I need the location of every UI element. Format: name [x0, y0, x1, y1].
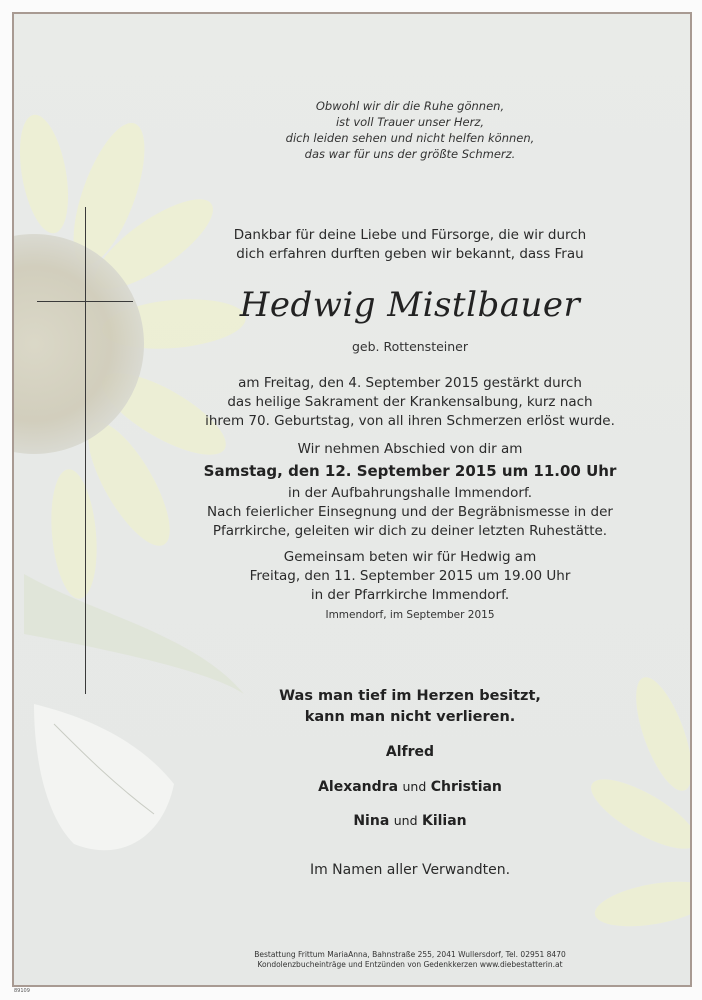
family-member: Nina	[353, 813, 390, 829]
poem-line: dich leiden sehen und nicht helfen können,	[285, 131, 535, 145]
family-line-3	[170, 811, 650, 831]
conjunction: und	[393, 813, 418, 828]
place-line: in der Aufbahrungshalle Immendorf.	[287, 485, 533, 501]
footer-line: Bestattung Frittum MariaAnna, Bahnstraße 255, 2041 Wullersdorf, Tel. 02951 8470	[254, 950, 566, 959]
family-member: Alfred	[385, 744, 435, 760]
family-member: Kilian	[421, 813, 467, 829]
passing-line: am Freitag, den 4. September 2015 gestärkt durch	[238, 375, 582, 391]
family-line-2	[170, 777, 650, 797]
prayer-line: Gemeinsam beten wir für Hedwig am	[283, 549, 537, 565]
intro-line: Dankbar für deine Liebe und Fürsorge, die wir durch	[233, 227, 587, 243]
family-member: Alexandra	[318, 779, 399, 795]
closing-text: Im Namen aller Verwandten.	[309, 862, 511, 878]
place-line: Nach feierlicher Einsegnung und der Begräbnismesse in der	[207, 504, 613, 520]
funeral-home-footer	[170, 950, 650, 970]
family-member: Christian	[430, 779, 502, 795]
poem-line: ist voll Trauer unser Herz,	[335, 115, 485, 129]
poem-line: das war für uns der größte Schmerz.	[304, 147, 516, 161]
ceremony-place-text	[170, 484, 650, 541]
intro-text	[170, 226, 650, 264]
poem	[170, 98, 650, 162]
footer-line: Kondolenzbucheinträge und Entzünden von Gedenkkerzen www.diebestatterin.at	[257, 960, 563, 969]
memorial-quote	[170, 686, 650, 728]
dateline: Immendorf, im September 2015	[325, 609, 495, 621]
quote-line: kann man nicht verlieren.	[304, 709, 516, 725]
prayer-text	[170, 548, 650, 605]
family-line-1	[170, 742, 650, 762]
quote-line: Was man tief im Herzen besitzt,	[279, 688, 541, 704]
conjunction: und	[402, 779, 427, 794]
passing-line: ihrem 70. Geburtstag, von all ihren Schmerzen erlöst wurde.	[205, 413, 615, 429]
prayer-line: in der Pfarrkirche Immendorf.	[310, 587, 510, 603]
cross-horizontal-bar	[37, 301, 133, 302]
passing-text	[170, 374, 650, 431]
prayer-line: Freitag, den 11. September 2015 um 19.00 Uhr	[249, 568, 571, 584]
deceased-name: Hedwig Mistlbauer	[239, 285, 581, 325]
intro-line: dich erfahren durften geben wir bekannt, dass Frau	[236, 246, 584, 262]
passing-line: das heilige Sakrament der Krankensalbung, kurz nach	[227, 394, 593, 410]
print-code: 89109	[14, 988, 30, 994]
maiden-name: geb. Rottensteiner	[351, 339, 469, 354]
funeral-date: Samstag, den 12. September 2015 um 11.00 Uhr	[203, 462, 617, 480]
place-line: Pfarrkirche, geleiten wir dich zu deiner letzten Ruhestätte.	[212, 523, 608, 539]
poem-line: Obwohl wir dir die Ruhe gönnen,	[315, 99, 505, 113]
farewell-text: Wir nehmen Abschied von dir am	[297, 441, 523, 457]
cross-vertical-bar	[85, 207, 86, 694]
